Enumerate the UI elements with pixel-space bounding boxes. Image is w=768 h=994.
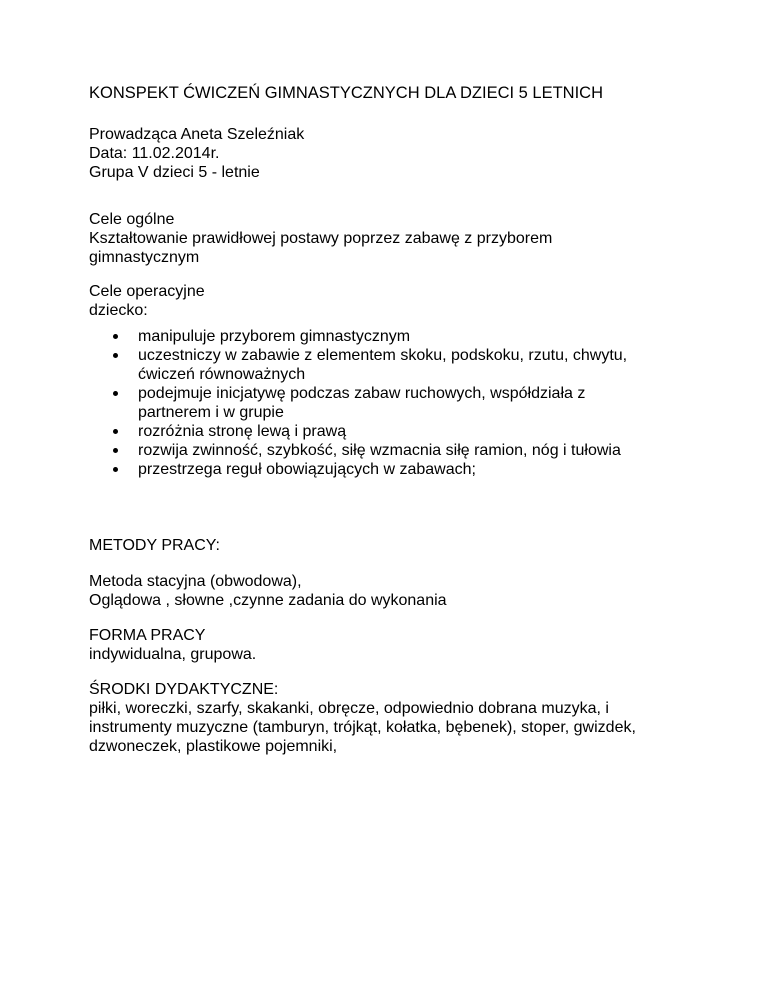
form-heading: FORMA PRACY xyxy=(89,627,206,644)
resources-line: dzwoneczek, plastikowe pojemniki, xyxy=(89,738,338,755)
list-item xyxy=(113,422,627,441)
bullet-icon xyxy=(113,467,118,472)
bullet-icon xyxy=(113,391,118,396)
list-item xyxy=(113,460,627,479)
resources-heading: ŚRODKI DYDAKTYCZNE: xyxy=(89,681,279,698)
bullet-icon xyxy=(113,429,118,434)
list-item-text: podejmuje inicjatywę podczas zabaw ruchowych, współdziała z partnerem i w grupie xyxy=(138,385,586,421)
teacher-line: Prowadząca Aneta Szeleźniak xyxy=(89,126,305,143)
list-item-text: rozróżnia stronę lewą i prawą xyxy=(138,423,347,440)
operational-goals-heading: Cele operacyjne xyxy=(89,283,205,300)
list-item-text: manipuluje przyborem gimnastycznym xyxy=(138,328,411,345)
bullet-icon xyxy=(113,353,118,358)
list-item xyxy=(113,327,627,346)
form-line: indywidualna, grupowa. xyxy=(89,646,257,663)
list-item xyxy=(113,384,627,422)
methods-heading: METODY PRACY: xyxy=(89,537,220,554)
general-goals-heading: Cele ogólne xyxy=(89,211,175,228)
list-item xyxy=(113,346,627,384)
group-line: Grupa V dzieci 5 - letnie xyxy=(89,164,260,181)
bullet-icon xyxy=(113,334,118,339)
list-item xyxy=(113,441,627,460)
methods-line: Oglądowa , słowne ,czynne zadania do wykonania xyxy=(89,592,447,609)
date-line: Data: 11.02.2014r. xyxy=(89,145,220,162)
list-item-text: przestrzega reguł obowiązujących w zabawach; xyxy=(138,461,476,478)
resources-line: instrumenty muzyczne (tamburyn, trójkąt, kołatka, bębenek), stoper, gwizdek, xyxy=(89,719,636,736)
resources-line: piłki, woreczki, szarfy, skakanki, obręcze, odpowiednio dobrana muzyka, i xyxy=(89,700,609,717)
list-item-text: rozwija zwinność, szybkość, siłę wzmacnia siłę ramion, nóg i tułowia xyxy=(138,442,621,459)
operational-goals-list xyxy=(113,327,627,479)
operational-goals-subheading: dziecko: xyxy=(89,302,148,319)
bullet-icon xyxy=(113,448,118,453)
general-goals-line: gimnastycznym xyxy=(89,249,200,266)
document-title: KONSPEKT ĆWICZEŃ GIMNASTYCZNYCH DLA DZIECI 5 LETNICH xyxy=(89,84,604,102)
methods-line: Metoda stacyjna (obwodowa), xyxy=(89,573,302,590)
list-item-text: uczestniczy w zabawie z elementem skoku, podskoku, rzutu, chwytu, ćwiczeń równoważnych xyxy=(138,347,628,383)
general-goals-line: Kształtowanie prawidłowej postawy poprzez zabawę z przyborem xyxy=(89,230,553,247)
